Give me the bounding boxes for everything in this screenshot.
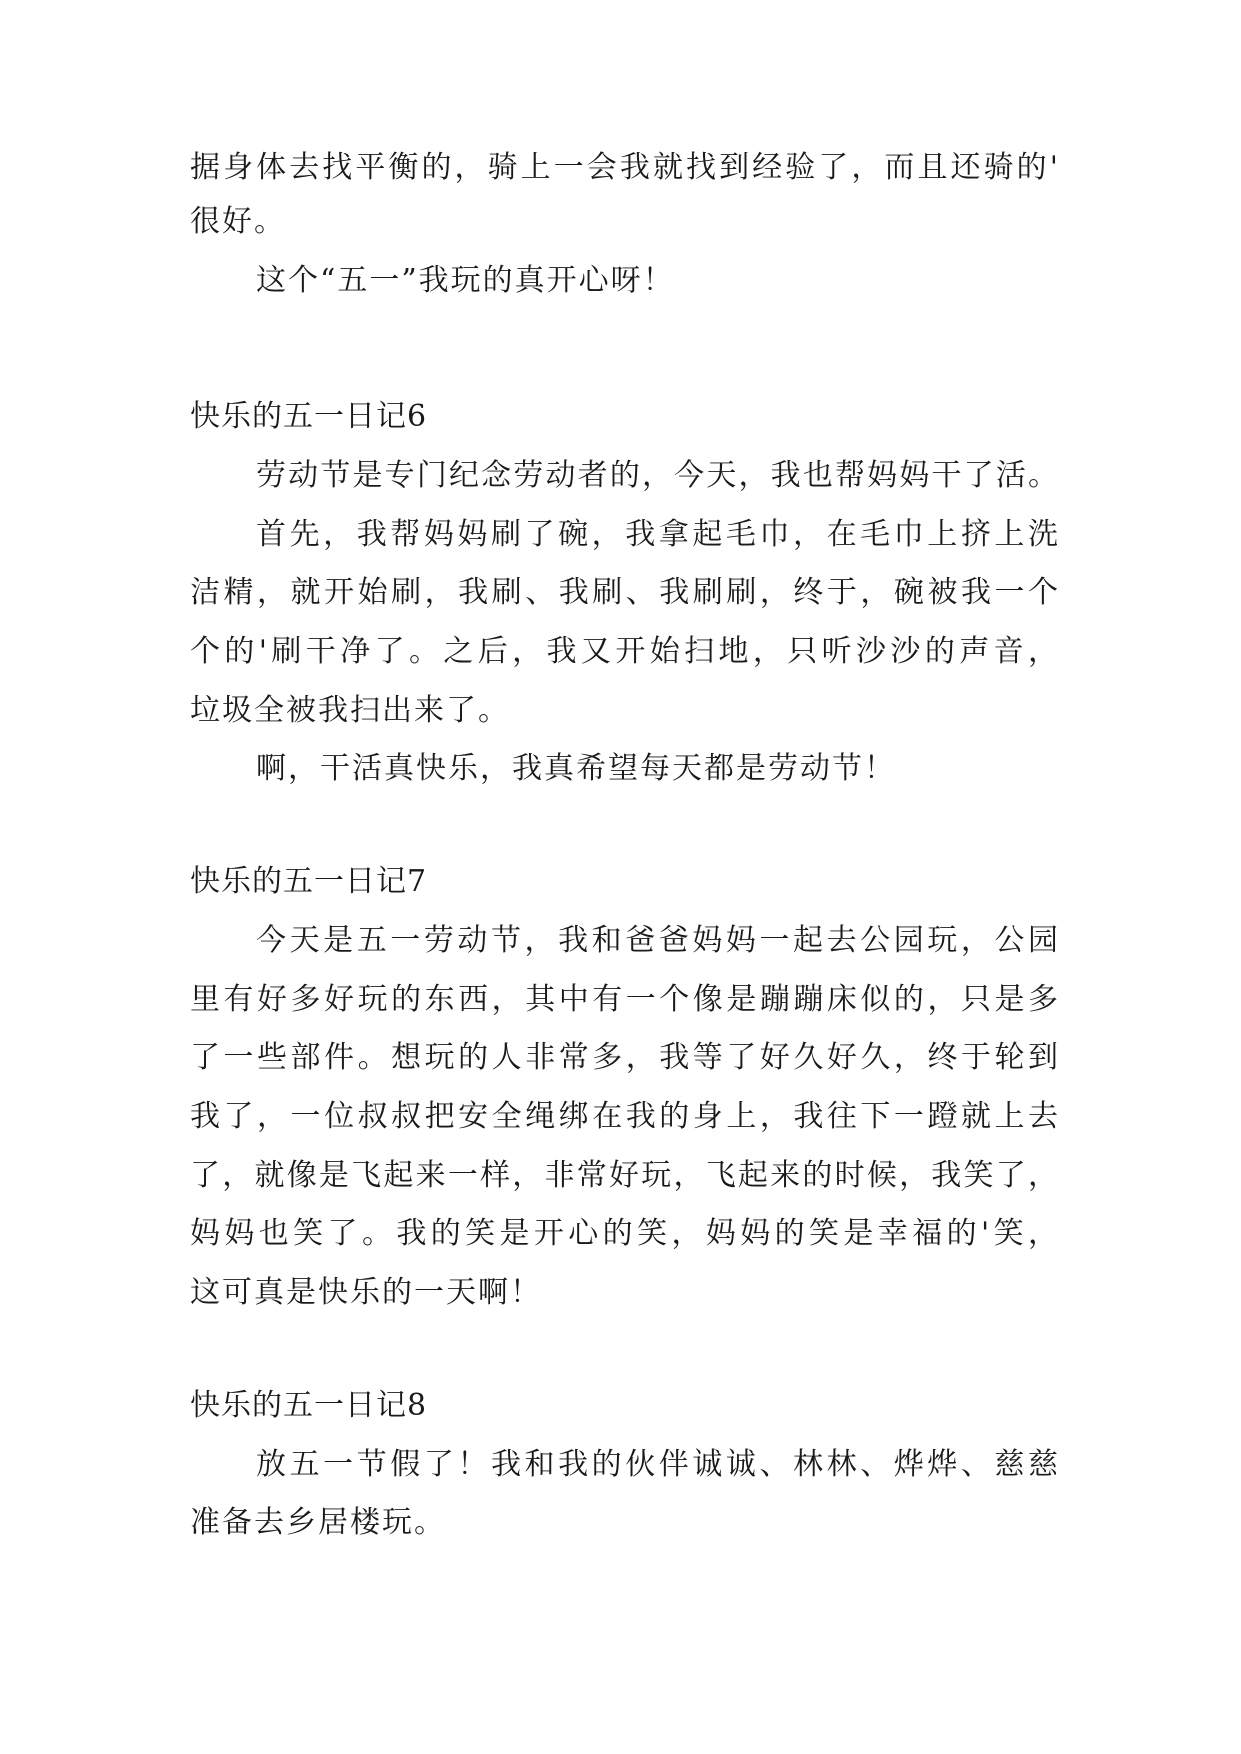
section-heading: 快乐的五一日记6 [190,399,428,434]
paragraph-line: 里有好多好玩的东西，其中有一个像是蹦蹦床似的，只是多 [190,982,1060,1017]
paragraph-line: 这可真是快乐的一天啊！ [190,1275,542,1310]
paragraph-line: 这个“五一”我玩的真开心呀！ [256,263,675,298]
paragraph-line: 今天是五一劳动节，我和爸爸妈妈一起去公园玩，公园 [256,923,1060,958]
paragraph-line: 了一些部件。想玩的人非常多，我等了好久好久，终于轮到 [190,1040,1060,1075]
section-heading: 快乐的五一日记7 [190,864,428,899]
paragraph-line: 垃圾全被我扫出来了。 [190,693,510,728]
paragraph-line: 妈妈也笑了。我的笑是开心的笑，妈妈的笑是幸福的'笑， [190,1216,1060,1251]
paragraph-line: 准备去乡居楼玩。 [190,1505,446,1540]
paragraph-line: 放五一节假了！我和我的伙伴诚诚、林林、烨烨、慈慈 [256,1447,1060,1482]
paragraph-line: 很好。 [190,204,286,239]
paragraph-line: 个的'刷干净了。之后，我又开始扫地，只听沙沙的声音， [190,634,1060,669]
paragraph-line: 据身体去找平衡的，骑上一会我就找到经验了，而且还骑的' [190,150,1060,185]
paragraph-line: 了，就像是飞起来一样，非常好玩，飞起来的时候，我笑了， [190,1158,1060,1193]
section-heading: 快乐的五一日记8 [190,1388,428,1423]
paragraph-line: 我了，一位叔叔把安全绳绑在我的身上，我往下一蹬就上去 [190,1099,1060,1134]
paragraph-line: 劳动节是专门纪念劳动者的，今天，我也帮妈妈干了活。 [256,458,1060,493]
paragraph-line: 洁精，就开始刷，我刷、我刷、我刷刷，终于，碗被我一个 [190,575,1060,610]
paragraph-line: 首先，我帮妈妈刷了碗，我拿起毛巾，在毛巾上挤上洗 [256,517,1060,552]
paragraph-line: 啊，干活真快乐，我真希望每天都是劳动节！ [256,751,896,786]
